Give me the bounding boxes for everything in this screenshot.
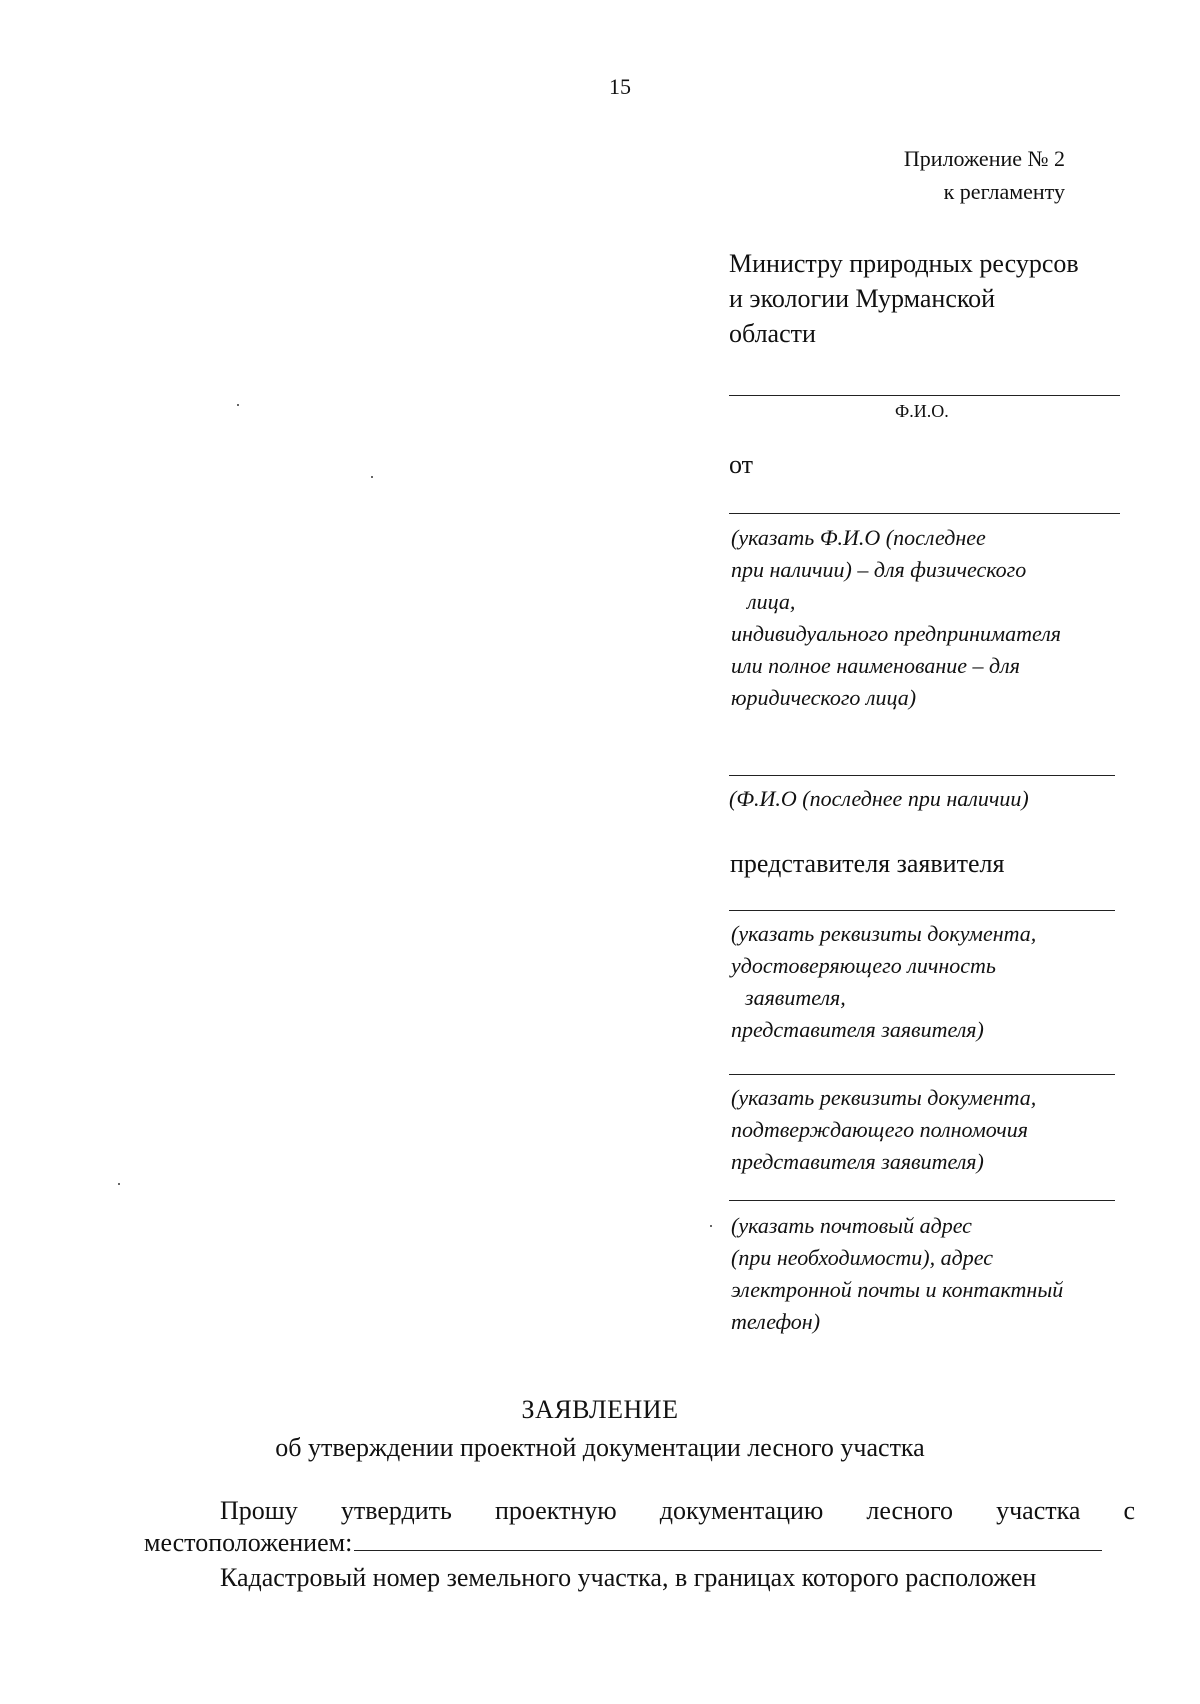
id-doc-hint [731,918,1036,1046]
appendix-line: Приложение № 2 [903,146,1065,171]
applicant-hint [731,522,1061,714]
hint-line: юридического лица) [731,685,917,710]
scan-speck [237,404,239,406]
request-word: Прошу [220,1496,298,1525]
hint-line: представителя заявителя) [731,1017,984,1042]
auth-doc-blank-line [729,1074,1115,1075]
fio-label: Ф.И.О. [895,401,949,421]
request-word: лесного [866,1496,954,1525]
scan-speck [371,476,373,478]
cadastral-paragraph: Кадастровый номер земельного участка, в границах которого расположен [220,1563,1037,1592]
auth-doc-hint [731,1082,1036,1178]
request-word: документацию [659,1496,824,1525]
location-label: местоположением: [144,1528,353,1557]
addressee-line: и экологии Мурманской [729,284,996,313]
addressee-block [729,246,1129,351]
scan-speck [118,1183,120,1185]
contact-blank-line [729,1200,1115,1201]
appendix-header [904,142,1065,208]
hint-line: представителя заявителя) [731,1149,984,1174]
document-title: ЗАЯВЛЕНИЕ [521,1395,679,1424]
hint-line: лица, [747,589,796,614]
page-number: 15 [609,74,631,99]
hint-line: телефон) [731,1309,821,1334]
document-subtitle: об утверждении проектной документации лесного участка [275,1433,925,1462]
applicant-blank-line [729,513,1120,514]
request-word: участка [996,1496,1081,1525]
id-doc-blank-line [729,910,1115,911]
hint-line: (указать реквизиты документа, [731,1085,1037,1110]
hint-line: или полное наименование – для [731,653,1020,678]
hint-line: (указать почтовый адрес [731,1213,972,1238]
rep-fio-hint: (Ф.И.О (последнее при наличии) [729,786,1029,811]
appendix-line: к регламенту [943,179,1065,204]
hint-line: удостоверяющего личность [731,953,996,978]
request-word: проектную [494,1496,617,1525]
rep-fio-blank-line [729,775,1115,776]
hint-line: (указать реквизиты документа, [731,921,1037,946]
hint-line: заявителя, [745,985,846,1010]
fio-blank-line [729,395,1120,396]
hint-line: электронной почты и контактный [731,1277,1064,1302]
from-label: от [729,450,754,479]
hint-line: при наличии) – для физического [731,557,1027,582]
location-blank [354,1528,1102,1551]
rep-label: представителя заявителя [730,849,1005,878]
addressee-line: области [729,319,816,348]
hint-line: подтверждающего полномочия [731,1117,1028,1142]
hint-line: индивидуального предпринимателя [731,621,1062,646]
hint-line: (при необходимости), адрес [731,1245,993,1270]
request-paragraph [220,1496,1135,1526]
addressee-line: Министру природных ресурсов [729,249,1079,278]
scan-speck [710,1225,712,1227]
location-line [144,1528,1102,1558]
request-word: утвердить [340,1496,452,1525]
hint-line: (указать Ф.И.О (последнее [731,525,986,550]
contact-hint [731,1210,1063,1338]
request-word: с [1123,1496,1135,1525]
